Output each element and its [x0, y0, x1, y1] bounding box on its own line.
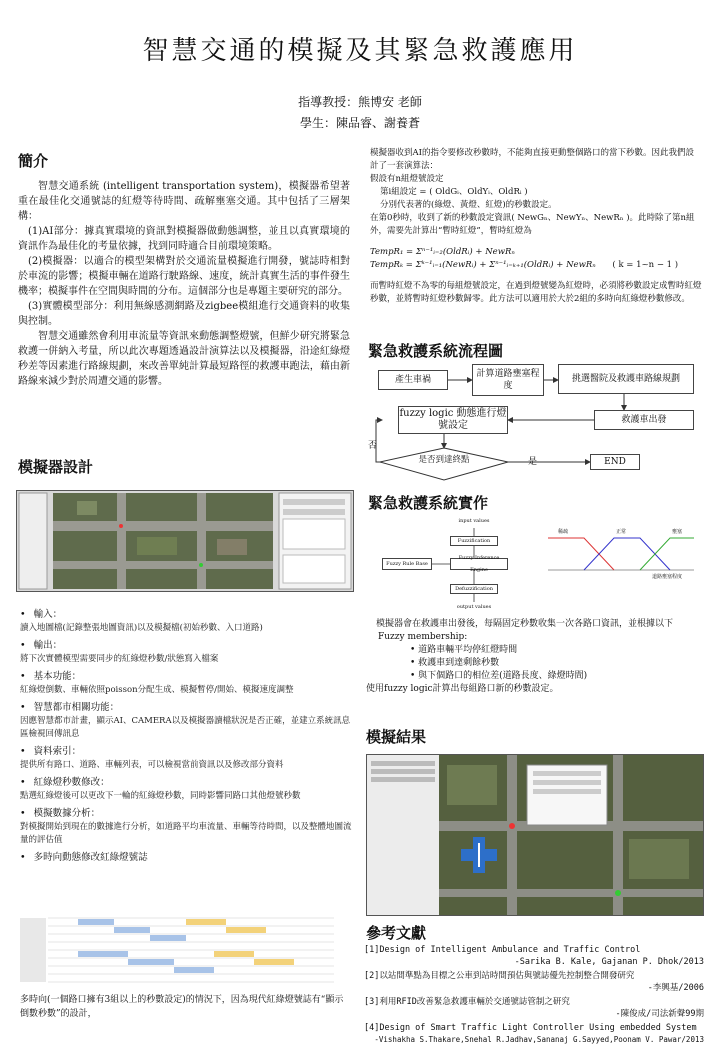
membership-function-plot	[544, 526, 700, 584]
algo-p1: 模擬器收到AI的指令要修改秒數時，不能夠直接更動整個路口的當下秒數。因此我們設計了一套演算法：	[370, 148, 695, 171]
impl-p1: 模擬器會在救護車出發後，每隔固定秒數收集一次各路口資訊，並根據以下	[376, 619, 674, 629]
feature-item	[20, 776, 352, 803]
flow-box-congestion: 計算道路壅塞程度	[472, 364, 544, 396]
feature-title: • 輸出：	[20, 639, 352, 653]
algo-p3: 第i組設定 = ( OldGᵢ、OldYᵢ、OldRᵢ )	[380, 187, 528, 197]
flow-box-end: END	[590, 454, 640, 470]
impl-p3: 使用fuzzy logic計算出每組路口新的秒數設定。	[366, 684, 559, 694]
flow-box-depart: 救護車出發	[594, 410, 694, 430]
intro-p1: 智慧交通系統 (intelligent transportation system)，模擬器希望著重在最佳化交通號誌的紅燈等待時間、疏解壅塞交通。其中包括了三層架構：	[18, 181, 350, 222]
fz-fuzzification: Fuzzification	[450, 536, 498, 546]
feature-item	[20, 639, 352, 666]
algo-formula-1: TempR₁ = Σⁿ⁻¹ᵢ₌₂(OldRᵢ) + NewRₙ	[370, 247, 515, 257]
reference-item	[364, 970, 704, 994]
fz-output-label: output values	[456, 604, 492, 610]
feature-title: • 資料索引：	[20, 745, 352, 759]
reference-item	[364, 996, 704, 1020]
flow-box-accident: 產生車禍	[378, 370, 448, 390]
feature-item	[20, 851, 352, 865]
intro-section	[18, 150, 350, 389]
feature-item	[20, 701, 352, 741]
algo-formula-2-note: ( k = 1~n − 1 )	[612, 260, 679, 270]
feature-title: • 基本功能：	[20, 670, 352, 684]
feature-title: • 紅綠燈秒數修改：	[20, 776, 352, 790]
flow-decision-arrive: 是否到達終點	[418, 455, 470, 465]
results-heading-wrap	[366, 726, 426, 747]
flow-heading-wrap	[368, 340, 503, 361]
results-heading: 模擬結果	[366, 728, 427, 746]
fz-rule-base: Fuzzy Rule Base	[382, 558, 432, 570]
impl-li1-text: 道路車輛平均停紅燈時間	[418, 645, 518, 655]
algo-formula-2: TempRₖ = Σᵏ⁻¹ᵢ₌₁(NewRᵢ) + Σⁿ⁻¹ᵢ₌ₖ₊₁(OldRᵢ) + NewRₙ	[370, 260, 596, 270]
flowchart	[368, 364, 702, 488]
impl-li3: • 與下個路口的相位差(道路長度、綠燈時間)	[410, 671, 588, 681]
students-line: 學生：陳品睿、謝養蒼	[299, 116, 420, 130]
mf-axis-label: 道路壅塞程度	[652, 574, 683, 580]
feature-desc: 將下次實體模型需要同步的紅綠燈秒數/狀態寫入檔案	[20, 654, 219, 664]
results-screenshot	[366, 754, 704, 916]
feature-desc: 紅綠燈倒數、車輛依照poisson分配生成、模擬暫停/開始、模擬速度調整	[20, 685, 294, 695]
fz-defuzz: Defuzzification	[450, 584, 498, 594]
refs-heading: 參考文獻	[366, 924, 427, 942]
feature-item	[20, 807, 352, 847]
reference-author: -李興基/2006	[647, 983, 704, 993]
algo-p5: 在第0秒時，收到了新的秒數設定資訊( NewGₙ、NewYₙ、NewRₙ )。此時除了第n組外，需要先計算出“暫時紅燈”，暫時紅燈為	[370, 213, 695, 236]
reference-title: [2]以站間準點為目標之公車到站時間預估與號誌優先控制整合開發研究	[364, 971, 635, 981]
advisor-line: 指導教授：熊博安 老師	[298, 95, 422, 109]
mf-label-normal: 正常	[616, 529, 627, 535]
poster-title: 智慧交通的模擬及其緊急救護應用	[142, 36, 578, 66]
impl-li2: • 救護車到達剩餘秒數	[410, 658, 500, 668]
mf-label-sparse: 稀疏	[558, 529, 569, 535]
intro-p5: 智慧交通雖然會利用車流量等資訊來動態調整燈號，但鮮少研究將緊急救護一併納入考量，所以此次專題透過設計演算法以及模擬器，沿途紅綠燈秒差等因素進行路線規劃，來改善單純計算最短路徑的救護車跑法，藉由新路線來減少對於周遭交通的影響。	[18, 331, 350, 387]
impl-text	[366, 618, 702, 696]
phase-footnote: 多時向(一個路口擁有3組以上的秒數設定)的情況下，因為現代紅綠燈號誌有“顯示倒數秒數”的設計，	[20, 995, 344, 1019]
mf-label-congested: 壅塞	[672, 529, 683, 535]
intro-p2: (1)AI部分：據真實環境的資訊對模擬器做動態調整，並且以真實環境的資訊作為最佳化的考量依據，找到同時適合目前環境策略。	[18, 226, 350, 252]
results-map-graphic	[367, 755, 703, 915]
feature-title: • 多時向動態修改紅綠燈號誌	[20, 851, 352, 865]
algo-p6: 而暫時紅燈不為零的每組燈號設定，在過到燈號變為紅燈時，必須將秒數設定成暫時紅燈秒數，並將暫時紅燈秒數歸零。此方法可以適用於大於2組的多時向紅綠燈秒數修改。	[370, 281, 702, 304]
reference-author: -陳俊成/司法新聲99期	[615, 1009, 704, 1019]
feature-desc: 讀入地圖檔(記錄整張地圖資訊)以及模擬檔(初始秒數、入口道路)	[20, 623, 263, 633]
feature-title: • 智慧都市相關功能：	[20, 701, 352, 715]
impl-li1: • 道路車輛平均停紅燈時間	[410, 645, 518, 655]
reference-item	[364, 944, 704, 968]
algo-p4: 分別代表著的(綠燈、黃燈、紅燈)的秒數設定。	[380, 200, 557, 210]
fz-input-label: input values	[458, 518, 490, 524]
impl-heading-wrap	[368, 492, 488, 513]
feature-desc: 對模擬開始到現在的數據進行分析，如道路平均車流量、車輛等待時間，以及整體地圖流量的評估值	[20, 822, 352, 845]
impl-li2-text: 救護車到達剩餘秒數	[418, 658, 500, 668]
intro-p3: (2)模擬器：以適合的模型架構對於交通流量模擬進行開發，號誌時相對於車流的影響；模擬車輛在道路行駛路線、速度，統計真實生活的事件發生機率；模擬事件在空間與時間的分布。這個部分也是專題主要研究的部分。	[18, 256, 350, 297]
phase-timing-graphic	[18, 912, 336, 986]
feature-desc: 點選紅綠燈後可以更改下一輪的紅綠燈秒數，同時影響同路口其他燈號秒數	[20, 791, 301, 801]
flow-label-no: 否	[368, 441, 378, 451]
impl-p2: Fuzzy membership:	[378, 632, 468, 642]
reference-list	[364, 944, 704, 1046]
reference-item	[364, 1022, 704, 1046]
simulator-screenshot	[16, 490, 354, 592]
fuzzy-system-diagram	[378, 518, 538, 614]
reference-title: [1]Design of Intelligent Ambulance and Traffic Control	[364, 945, 641, 955]
simulator-feature-list	[20, 604, 352, 865]
reference-author: -Sarika B. Kale, Gajanan P. Dhok/2013	[514, 957, 704, 967]
flow-box-fuzzy: fuzzy logic 動態進行燈號設定	[398, 406, 508, 434]
impl-li3-text: 與下個路口的相位差(道路長度、綠燈時間)	[418, 671, 588, 681]
simulator-map-graphic	[17, 491, 353, 591]
phase-timing-grid	[18, 912, 336, 986]
flow-heading: 緊急救護系統流程圖	[368, 342, 504, 360]
reference-title: [4]Design of Smart Traffic Light Controller Using embedded System	[364, 1023, 697, 1033]
flow-box-route: 挑選醫院及救護車路線規劃	[558, 364, 694, 394]
fz-inference: Fuzzy Inference Engine	[450, 558, 508, 570]
feature-item	[20, 745, 352, 772]
feature-desc: 因應智慧都市計畫，顯示AI、CAMERA以及模擬器讀檔狀況是否正確，並建立系統訊息區檢視回傳訊息	[20, 716, 351, 739]
intro-p4: (3)實體模型部分：利用無線感測網路及zigbee模組進行交通資料的收集與控制。	[18, 301, 350, 327]
reference-title: [3]利用RFID改善緊急救護車輛於交通號誌管制之研究	[364, 997, 570, 1007]
simulator-heading-wrap	[18, 456, 93, 477]
flow-label-yes: 是	[528, 457, 538, 467]
refs-heading-wrap	[366, 922, 426, 943]
algorithm-section	[370, 147, 702, 306]
feature-title: • 模擬數據分析：	[20, 807, 352, 821]
simulator-heading: 模擬器設計	[18, 458, 94, 476]
reference-author: -Vishakha S.Thakare,Snehal R.Jadhav,Sananaj G.Sayyed,Poonam V. Pawar/2013	[374, 1035, 704, 1044]
algo-p2: 假設有n組燈號設定	[370, 174, 444, 184]
impl-heading: 緊急救護系統實作	[368, 494, 489, 512]
feature-item	[20, 608, 352, 635]
feature-item	[20, 670, 352, 697]
feature-desc: 提供所有路口、道路、車輛列表，可以檢視當前資訊以及修改部分資料	[20, 760, 284, 770]
feature-title: • 輸入：	[20, 608, 352, 622]
algo-formula-2-line	[370, 259, 702, 272]
intro-heading: 簡介	[18, 152, 49, 170]
